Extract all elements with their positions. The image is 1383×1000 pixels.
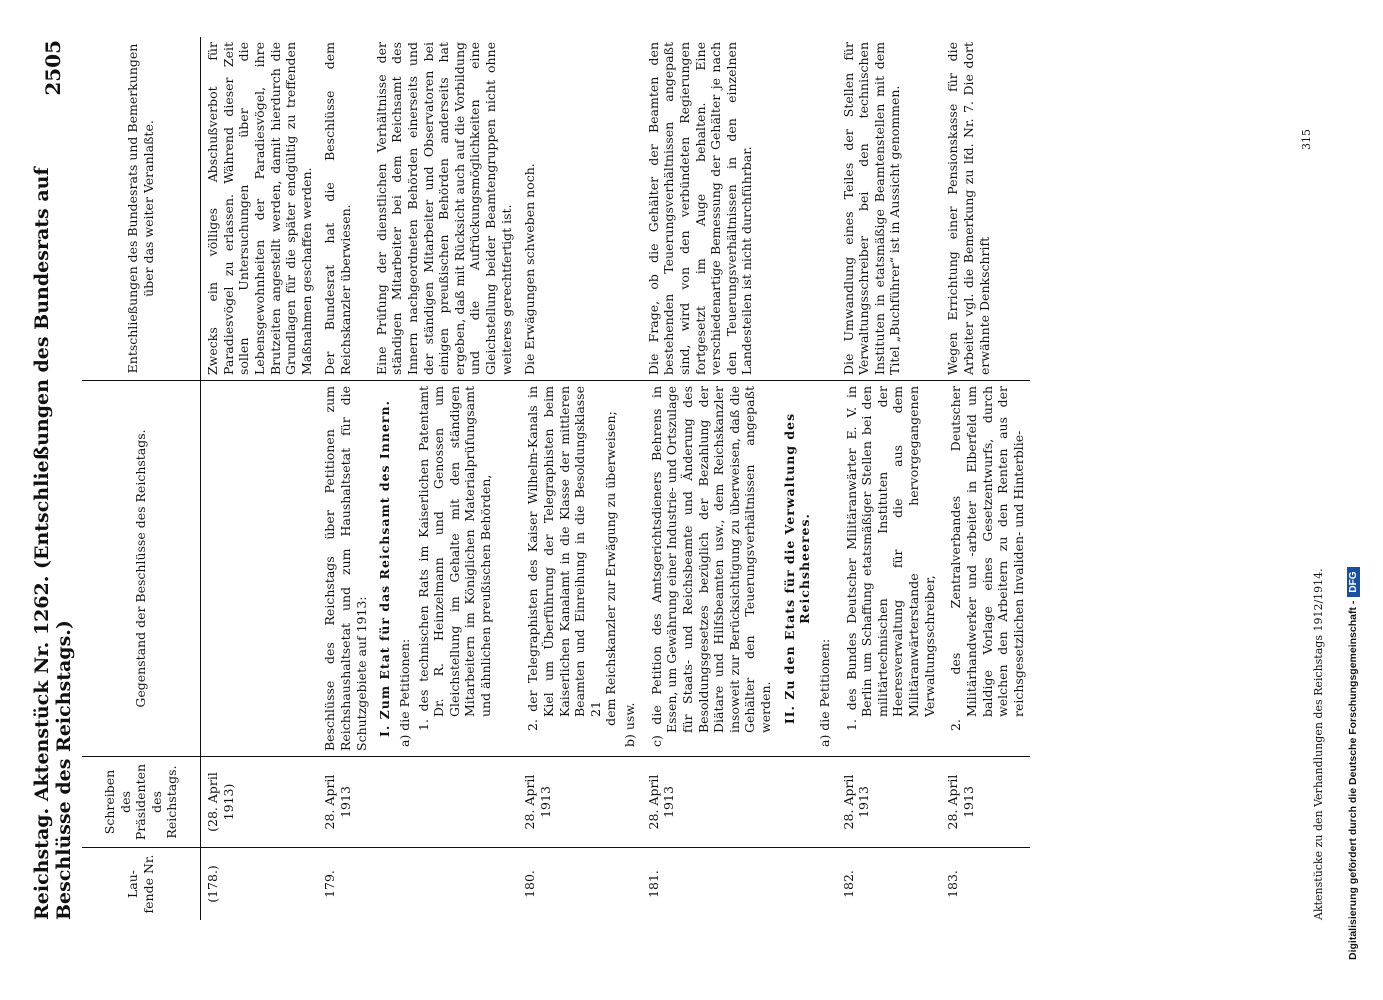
sheet-signature: 315 [1300, 129, 1313, 150]
row-number: 179. [318, 848, 518, 921]
column-header-subject: Gegenstand der Beschlüsse des Reichstags. [82, 381, 201, 757]
row-subject [201, 381, 319, 757]
row-number: 182. [837, 848, 942, 921]
row-subject-intro: Beschlüsse des Reichstags über Petitionen zum Reichshaushaltsetat und zum Haushaltsetat für die Schutzgebiete auf 1913: [322, 386, 369, 751]
table-row [837, 37, 942, 920]
row-subject [642, 381, 837, 757]
table-row [201, 37, 319, 920]
digitization-credit [1338, 0, 1368, 960]
row-date: 28. April 1913 [318, 757, 518, 848]
page-title: Reichstag. Aktenstück Nr. 1262. (Entschließungen des Bundesrats auf Beschlüsse des Reichstags.) [31, 167, 75, 920]
row-subject [837, 381, 942, 757]
list-item-continuation: dem Reichskanzler zur Erwägung zu überweisen; [603, 411, 619, 726]
row-date: 28. April 1913 [837, 757, 942, 848]
dfg-logo: DFG [1347, 568, 1360, 597]
row-number: (178.) [201, 848, 319, 921]
table-row [642, 37, 837, 920]
row-decision: Wegen Errichtung einer Pensionskasse für die Arbeiter vgl. die Bemerkung zu lfd. Nr. 7. Die dort erwähnte Denkschrift [945, 42, 992, 375]
section-heading-2: II. Zu den Etats für die Verwaltung des Reichsheeres. [781, 412, 813, 725]
column-header-letter: Schreiben des Präsidenten des Reichstags. [82, 757, 201, 848]
decision-text: Eine Prüfung der dienstlichen Verhältnisse der ständigen Mitarbeiter bei dem Reichsamt des Innern nachgeordneten Behörden einerseits und der ständigen Mitarbeiter und Observatoren bei einigen preußischen Behörden anderseits hat ergeben, daß mit Rücksicht auch auf die Vorbildung und die Aufrückungsmöglichkeiten eine Gleichstellung beider Beamtengruppen nicht ohne weiteres gerechtfertigt ist. [373, 42, 514, 375]
column-header-decision: Entschließungen des Bundesrats und Bemerkungen über das weiter Veranlaßte. [82, 37, 201, 381]
list-item: b) usw. [622, 702, 637, 747]
credit-text: Digitalisierung gefördert durch die Deutsche Forschungsgemeinschaft - [1347, 600, 1359, 960]
decision-text: Der Bundesrat hat die Beschlüsse dem Reichskanzler überwiesen. [322, 42, 353, 375]
row-number: 183. [941, 848, 1030, 921]
row-date: 28. April 1913 [642, 757, 837, 848]
row-number: 180. [518, 848, 641, 921]
row-date: 28. April 1913 [518, 757, 641, 848]
row-decision [318, 37, 518, 381]
row-subject [318, 381, 518, 757]
row-subject [941, 381, 1030, 757]
list-item: c) die Petition des Amtsgerichtsdieners Behrens in Essen, um Gewährung einer Industrie- und Ortszulage für Staats- und Reichsbeamte und Änderung des Besoldungsgesetzes bezüglich der Bezahlung der Diätare und Hilfsbeamten usw., dem Reichskanzler insoweit zur Berücksichtigung zu überweisen, daß die Gehälter den Teuerungsverhältnissen angepaßt werden. [648, 386, 773, 747]
table-row [941, 37, 1030, 920]
list-item: 1. des technischen Rats im Kaiserlichen Patentamt Dr. R. Heinzelmann und Genossen um Gleichstellung im Gehalte mit den ständigen Mitarbeitern im Königlichen Materialprüfungsamt und ähnlichen preußischen Behörden, [415, 386, 493, 731]
page-header [31, 40, 75, 920]
list-item: 1. des Bundes Deutscher Militäranwärter E. V. in Berlin um Schaffung etatsmäßiger Stellen bei den militärtechnischen Instituten der Heeresverwaltung für die aus dem Militäranwärterstande hervorgegangenen Verwaltungsschreiber, [843, 386, 937, 731]
table-row [518, 37, 641, 920]
resolutions-table [82, 37, 1030, 920]
page-number: 2505 [41, 40, 65, 96]
table-header-row [82, 37, 201, 920]
row-decision: Die Erwägungen schweben noch. [522, 163, 538, 375]
row-decision: Die Umwandlung eines Teiles der Stellen für Verwaltungsschreiber bei den technischen Instituten in etatsmäßige Beamtenstellen mit dem Titel „Buchführer“ ist in Aussicht genommen. [840, 42, 903, 375]
row-date: (28. April 1913) [201, 757, 319, 848]
list-item: a) die Petitionen: [396, 638, 412, 747]
row-date: 28. April 1913 [941, 757, 1030, 848]
row-decision: Die Frage, ob die Gehälter der Beamten den bestehenden Teuerungsverhältnissen angepaßt sind, wird von den verbündeten Regierungen fortgesetzt im Auge behalten. Eine verschiedenartige Bemessung der Gehälter je nach den Teuerungsverhältnissen in den einzelnen Landesteilen ist nicht durchführbar. [645, 42, 755, 375]
row-subject [518, 381, 641, 757]
table-row [318, 37, 518, 920]
row-decision: Zwecks ein völliges Abschußverbot für Paradiesvögel zu erlassen. Während dieser Zeit sollen Untersuchungen über die Lebensgewohnheiten der Paradiesvögel, ihre Brutzeiten angestellt werden, damit hierdurch die Grundlagen für die später endgültig zu treffenden Maßnahmen geschaffen werden. [205, 42, 314, 375]
list-item: 2. des Zentralverbandes Deutscher Militärhandwerker und -arbeiter in Elberfeld um baldige Vorlage eines Gesetzentwurfs, durch welchen den Arbeitern zu den Renten aus der reichsgesetzlichen Invaliden- und Hinterblie- [948, 386, 1026, 731]
row-number: 181. [642, 848, 837, 921]
list-item: a) die Petitionen: [816, 638, 832, 747]
page-footer: Aktenstücke zu den Verhandlungen des Reichstags 1912/1914. [1312, 568, 1325, 920]
column-header-nr: Lau-fende Nr. [82, 848, 201, 921]
section-heading-1: I. Zum Etat für das Reichsamt des Innern. [377, 400, 393, 737]
list-item: 2. der Telegraphisten des Kaiser Wilhelm-Kanals in Kiel um Überführung der Telegraphisten beim Kaiserlichen Kanalamt in die Klasse der mittleren Beamten und Einreihung in die Besoldungsklasse 21 [525, 386, 603, 731]
